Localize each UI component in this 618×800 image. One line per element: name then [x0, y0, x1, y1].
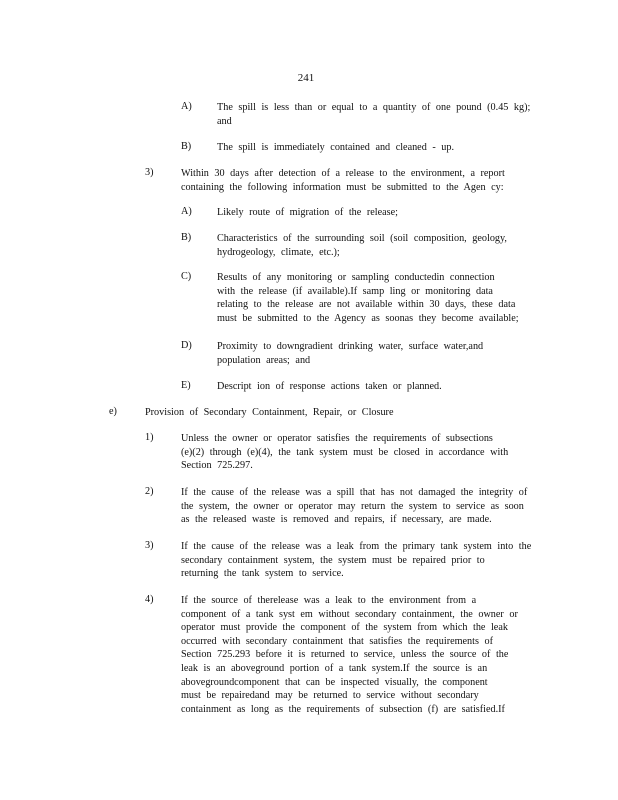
text-line: the system, the owner or operator may return the system to service as soon: [181, 500, 524, 512]
text-line: as the released waste is removed and repairs, if necessary, are made.: [181, 514, 492, 526]
text-line: containment as long as the requirements of subsection (f) are satisfied.If: [181, 703, 505, 715]
item-label: E): [181, 380, 191, 391]
item-text: [217, 380, 442, 394]
text-line: Results of any monitoring or sampling conductedin connection: [217, 272, 495, 283]
text-line: Section 725.293 before it is returned to service, unless the source of the: [181, 649, 509, 661]
text-line: Characteristics of the surrounding soil (soil composition, geology,: [217, 233, 507, 244]
text-line: Within 30 days after detection of a release to the environment, a report: [181, 168, 505, 179]
item-label: e): [109, 406, 117, 417]
text-line: Proximity to downgradient drinking water, surface water,and: [217, 341, 484, 352]
item-text: [217, 206, 398, 220]
text-line: occurred with secondary containment that satisfies the requirements of: [181, 635, 493, 647]
text-line: must be repairedand may be returned to service without secondary: [181, 690, 479, 702]
text-line: relating to the release are not available within 30 days, these data: [217, 299, 516, 311]
text-line: Unless the owner or operator satisfies the requirements of subsections: [181, 433, 493, 444]
item-text: [181, 594, 518, 716]
text-line: If the cause of the release was a spill that has not damaged the integrity of: [181, 487, 528, 498]
item-label: A): [181, 101, 192, 112]
text-line: Likely route of migration of the release;: [217, 207, 398, 218]
text-line: must be submitted to the Agency as soonas they become available;: [217, 312, 519, 324]
text-line: leak is an aboveground portion of a tank system.If the source is an: [181, 662, 488, 674]
item-text: [145, 406, 393, 420]
text-line: and: [217, 115, 232, 127]
text-line: Descript ion of response actions taken or planned.: [217, 381, 442, 392]
text-line: operator must provide the component of the system from which the leak: [181, 622, 508, 634]
text-line: If the source of therelease was a leak to the environment from a: [181, 595, 477, 606]
text-line: returning the tank system to service.: [181, 568, 344, 580]
text-line: Provision of Secondary Containment, Repair, or Closure: [145, 407, 394, 418]
item-text: [217, 232, 507, 259]
item-text: [181, 167, 505, 194]
item-text: [181, 486, 527, 527]
item-label: 4): [145, 594, 154, 605]
text-line: (e)(2) through (e)(4), the tank system must be closed in accordance with: [181, 446, 509, 458]
item-label: D): [181, 340, 192, 351]
item-label: B): [181, 232, 192, 243]
item-label: B): [181, 141, 192, 152]
text-line: secondary containment system, the system must be repaired prior to: [181, 554, 485, 566]
item-text: [217, 271, 519, 325]
item-label: 2): [145, 486, 154, 497]
page-number: 241: [297, 72, 315, 84]
item-label: 3): [145, 167, 154, 178]
item-text: [217, 340, 483, 367]
text-line: with the release (if available).If samp ling or monitoring data: [217, 285, 493, 297]
text-line: component of a tank syst em without secondary containment, the owner or: [181, 608, 518, 620]
item-text: [181, 540, 531, 581]
item-label: C): [181, 271, 192, 282]
text-line: If the cause of the release was a leak from the primary tank system into the: [181, 541, 532, 552]
item-label: 3): [145, 540, 154, 551]
text-line: The spill is immediately contained and cleaned - up.: [217, 142, 455, 153]
item-text: [217, 141, 454, 155]
item-text: [217, 101, 530, 128]
item-text: [181, 432, 508, 473]
text-line: The spill is less than or equal to a quantity of one pound (0.45 kg);: [217, 102, 531, 113]
item-label: A): [181, 206, 192, 217]
text-line: population areas; and: [217, 354, 311, 366]
text-line: hydrogeology, climate, etc.);: [217, 246, 340, 258]
item-label: 1): [145, 432, 154, 443]
text-line: Section 725.297.: [181, 460, 253, 472]
text-line: abovegroundcomponent that can be inspected visually, the component: [181, 676, 488, 688]
text-line: containing the following information must be submitted to the Agen cy:: [181, 181, 504, 193]
